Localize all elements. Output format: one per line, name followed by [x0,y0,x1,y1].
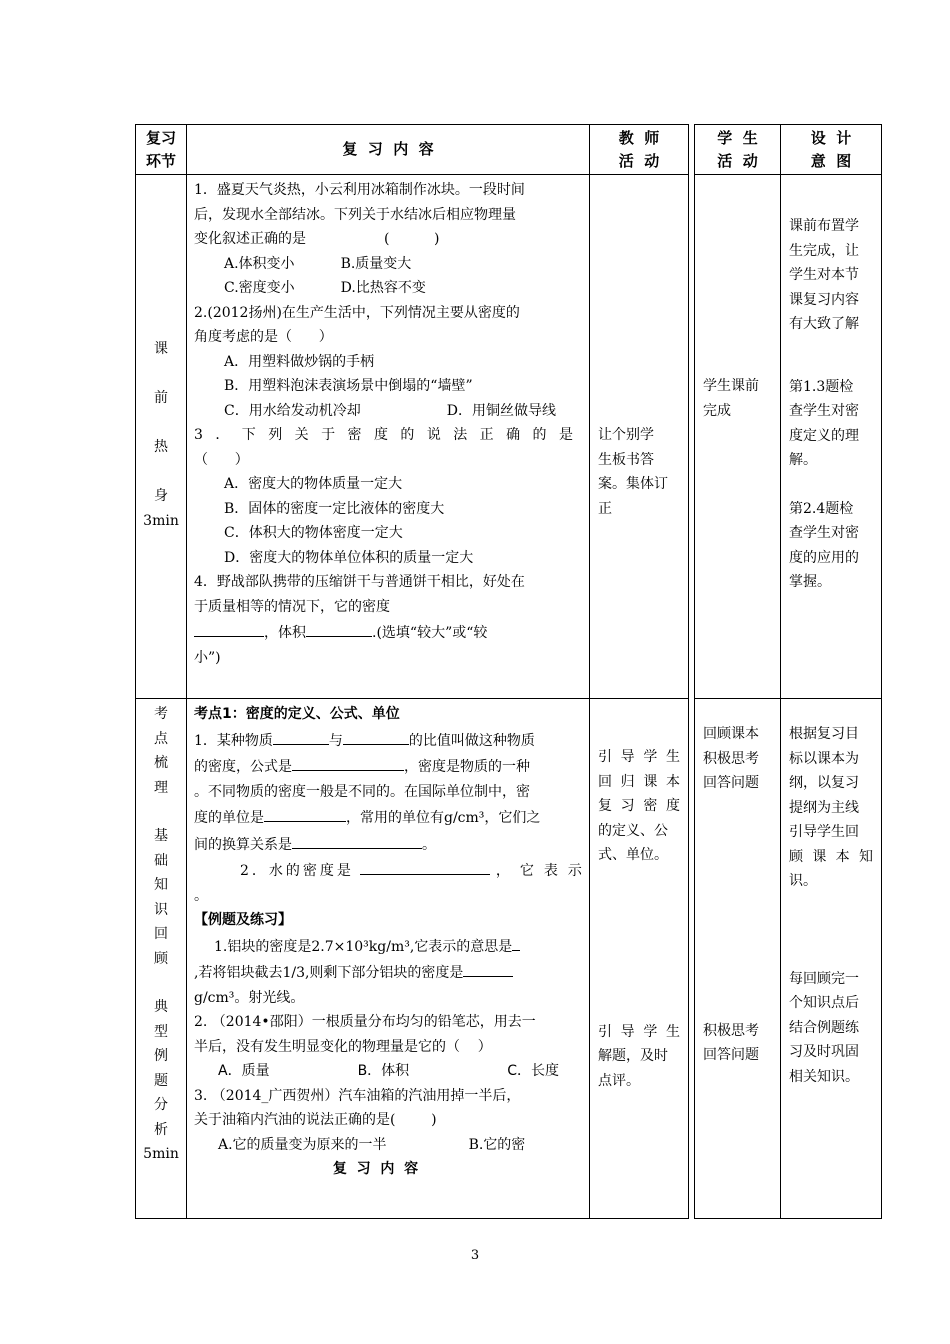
lesson-table [135,124,882,1219]
blank-volume-def[interactable] [343,727,409,745]
header-teacher: 教 师 活 动 [590,125,689,175]
warmup-design: 课前布置学 生完成，让 学生对本节 课复习内容 有大致了解 第1.3题检 查学生对密 度定义的理 解。 第2.4题检 查学生对密 度的应用的 掌握。 [781,175,882,699]
question-4: 4．野战部队携带的压缩饼干与普通饼干相比，好处在 于质量相等的情况下，它的密度 ，体积 .(选填“较大”或“较 小”) [194,574,525,666]
header-student: 学 生 活 动 [695,125,781,175]
point-1: 1．某种物质 与 的比值叫做这种物质 的密度，公式是 ，密度是物质的一种 。不同物质的密度一般是不同的。在国际单位制中，密 度的单位是 ，常用的单位有g/cm³，它们之 间的换算关系是 。 [194,727,582,858]
blank-water-density[interactable] [360,857,490,875]
warmup-teacher: 让个别学 生板书答 案。集体订 正 [590,175,689,699]
blank-remaining-density[interactable] [463,959,513,977]
examples-title: 【例题及练习】 [194,912,292,928]
blank-mass[interactable] [273,727,329,745]
page-number: 3 [470,1248,480,1263]
point-2: 2．水的密度是 ，它表示 。 [194,857,582,908]
blank-si-unit[interactable] [264,804,346,822]
section-warmup [136,175,882,699]
header-content: 复 习 内 容 [187,125,590,175]
example-2: 2. （2014•邵阳）一根质量分布均匀的铅笔芯，用去一 半后，没有发生明显变化的物理量是它的（ ） A．质量 B．体积 C．长度 [194,1014,559,1079]
blank-meaning[interactable] [512,933,520,951]
review-student: 回顾课本 积极思考 回答问题 积极思考 回答问题 [695,699,781,1219]
question-2: 2.(2012扬州)在生产生活中，下列情况主要从密度的 角度考虑的是（ ） A．用塑料做炒锅的手柄 B．用塑料泡沫表演场景中倒塌的“墙壁” C．用水给发动机冷却 D．用铜丝做导线 [194,304,556,419]
stage-review: 考 点 梳 理 基 础 知 识 回 顾 典 型 例 题 分 析 5min [136,699,187,1219]
header-design: 设 计 意 图 [781,125,882,175]
question-3: 3．下列关于密度的说法正确的是 （ ） A．密度大的物体质量一定大 B．固体的密度一定比液体的密度大 C．体积大的物体密度一定大 D．密度大的物体单位体积的质量一定大 [194,427,582,566]
header-row [136,125,882,175]
warmup-content [187,175,590,699]
blank-formula[interactable] [292,753,404,771]
example-3: 3. （2014_广西贺州）汽车油箱的汽油用掉一半后， 关于油箱内汽油的说法正确的是( ) A.它的质量变为原来的一半 B.它的密 [194,1087,526,1153]
review-content [187,699,590,1219]
blank-volume[interactable] [306,619,372,637]
review-design: 根据复习目 标以课本为 纲，以复习 提纲为主线 引导学生回 顾课本知 识。 每回顾完一 个知识点后 结合例题练 习及时巩固 相关知识。 [781,699,882,1219]
stage-warmup: 课 前 热 身 3min [136,175,187,699]
section-review [136,699,882,1219]
header-stage: 复习 环节 [136,125,187,175]
point-title: 考点1：密度的定义、公式、单位 [194,706,400,722]
blank-conversion[interactable] [292,831,422,849]
warmup-student: 学生课前 完成 [695,175,781,699]
repeated-heading: 复 习 内 容 [332,1161,419,1177]
example-1: 1.铝块的密度是2.7×10³kg/m³,它表示的意思是 ,若将铝块截去1/3,则剩下部分铝块的密度是 g/cm³。射光线。 [194,933,582,1011]
question-1: 1．盛夏天气炎热，小云利用冰箱制作冰块。一段时间 后，发现水全部结冰。下列关于水结冰后相应物理量 变化叙述正确的是 ( ) A.体积变小 B.质量变大 C.密度变小 D.比热容不变 [194,182,525,296]
review-teacher: 引导学生 回归课本 复习密度 的定义、公 式、单位。 引导学生 解题，及时 点评。 [590,699,689,1219]
blank-density[interactable] [194,619,264,637]
